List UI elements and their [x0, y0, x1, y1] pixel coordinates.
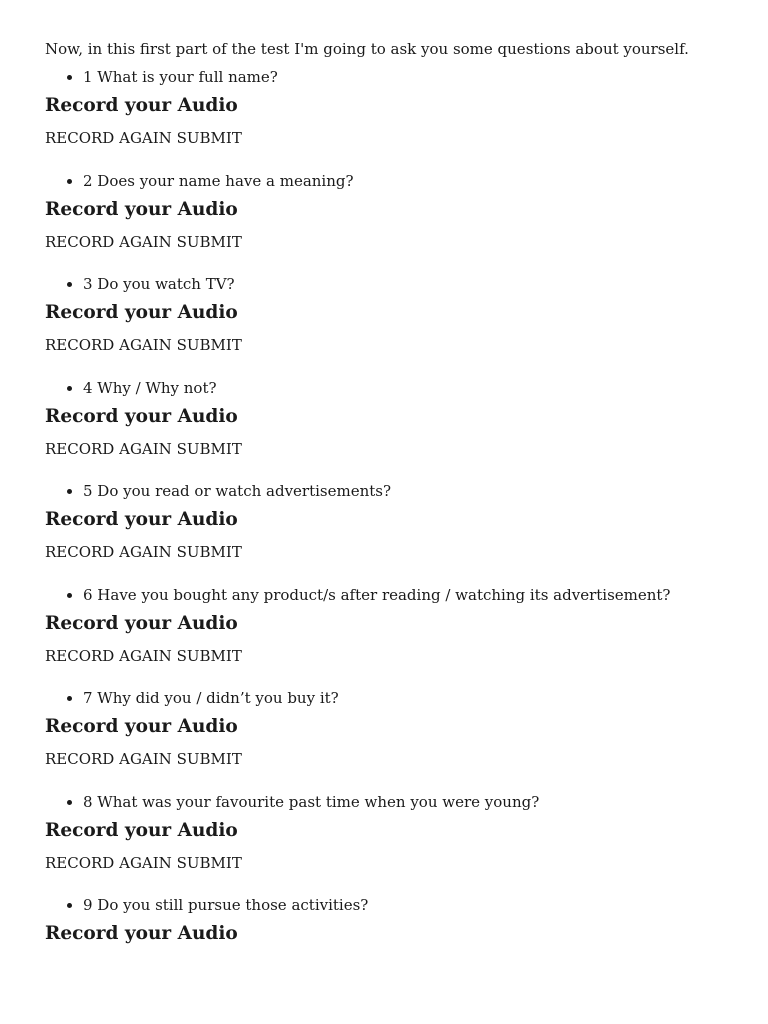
record-again-button[interactable]: RECORD AGAIN [45, 232, 172, 251]
question-list [45, 67, 768, 999]
submit-button[interactable]: SUBMIT [176, 646, 242, 665]
question-text: 9 Do you still pursue those activities? [45, 895, 768, 915]
submit-button[interactable]: SUBMIT [176, 543, 242, 561]
submit-button[interactable]: SUBMIT [176, 232, 242, 251]
record-audio-heading: Record your Audio [45, 302, 238, 323]
question-block [45, 171, 768, 275]
question-bullet-list [45, 688, 768, 708]
question-block [45, 274, 768, 378]
submit-button[interactable]: SUBMIT [176, 129, 242, 147]
question-text: 8 What was your favourite past time when you were young? [45, 792, 768, 812]
question-bullet-list [45, 481, 768, 501]
question-text: 3 Do you watch TV? [45, 274, 768, 294]
record-audio-heading: Record your Audio [45, 198, 238, 220]
record-audio-heading: Record your Audio [45, 819, 238, 841]
question-bullet-list [45, 792, 768, 812]
question-text: 5 Do you read or watch advertisements? [45, 481, 768, 501]
record-again-button[interactable]: RECORD AGAIN [45, 336, 172, 354]
question-block [45, 688, 768, 792]
record-audio-heading: Record your Audio [45, 509, 238, 530]
question-text: 1 What is your full name? [45, 67, 768, 87]
submit-button[interactable]: SUBMIT [176, 336, 242, 354]
question-block [45, 481, 768, 585]
question-block [45, 378, 768, 482]
question-text: 6 Have you bought any product/s after reading / watching its advertisement? [45, 585, 768, 605]
question-bullet-list [45, 585, 768, 605]
record-actions [45, 128, 768, 148]
record-again-button[interactable]: RECORD AGAIN [45, 646, 172, 665]
record-audio-heading: Record your Audio [45, 923, 238, 944]
question-block [45, 67, 768, 171]
question-bullet-list [45, 171, 768, 191]
record-actions [45, 232, 768, 252]
question-text: 2 Does your name have a meaning? [45, 171, 768, 191]
record-actions [45, 542, 768, 562]
question-text: 4 Why / Why not? [45, 378, 768, 398]
record-again-button[interactable]: RECORD AGAIN [45, 750, 172, 768]
question-block [45, 792, 768, 896]
record-again-button[interactable]: RECORD AGAIN [45, 129, 172, 147]
record-again-button[interactable]: RECORD AGAIN [45, 439, 172, 458]
record-actions [45, 439, 768, 459]
record-actions [45, 749, 768, 769]
record-actions [45, 853, 768, 873]
record-audio-heading: Record your Audio [45, 716, 238, 737]
question-bullet-list [45, 67, 768, 87]
record-again-button[interactable]: RECORD AGAIN [45, 543, 172, 561]
record-again-button[interactable]: RECORD AGAIN [45, 853, 172, 872]
record-audio-heading: Record your Audio [45, 95, 238, 116]
question-text: 7 Why did you / didn’t you buy it? [45, 688, 768, 708]
submit-button[interactable]: SUBMIT [176, 439, 242, 458]
record-actions [45, 335, 768, 355]
submit-button[interactable]: SUBMIT [176, 853, 242, 872]
intro-text: Now, in this first part of the test I'm going to ask you some questions about yourself. [45, 40, 689, 58]
question-bullet-list [45, 274, 768, 294]
question-bullet-list [45, 895, 768, 915]
submit-button[interactable]: SUBMIT [176, 750, 242, 768]
record-audio-heading: Record your Audio [45, 612, 238, 634]
question-bullet-list [45, 378, 768, 398]
question-block [45, 895, 768, 999]
question-block [45, 585, 768, 689]
record-actions [45, 646, 768, 666]
record-audio-heading: Record your Audio [45, 405, 238, 427]
